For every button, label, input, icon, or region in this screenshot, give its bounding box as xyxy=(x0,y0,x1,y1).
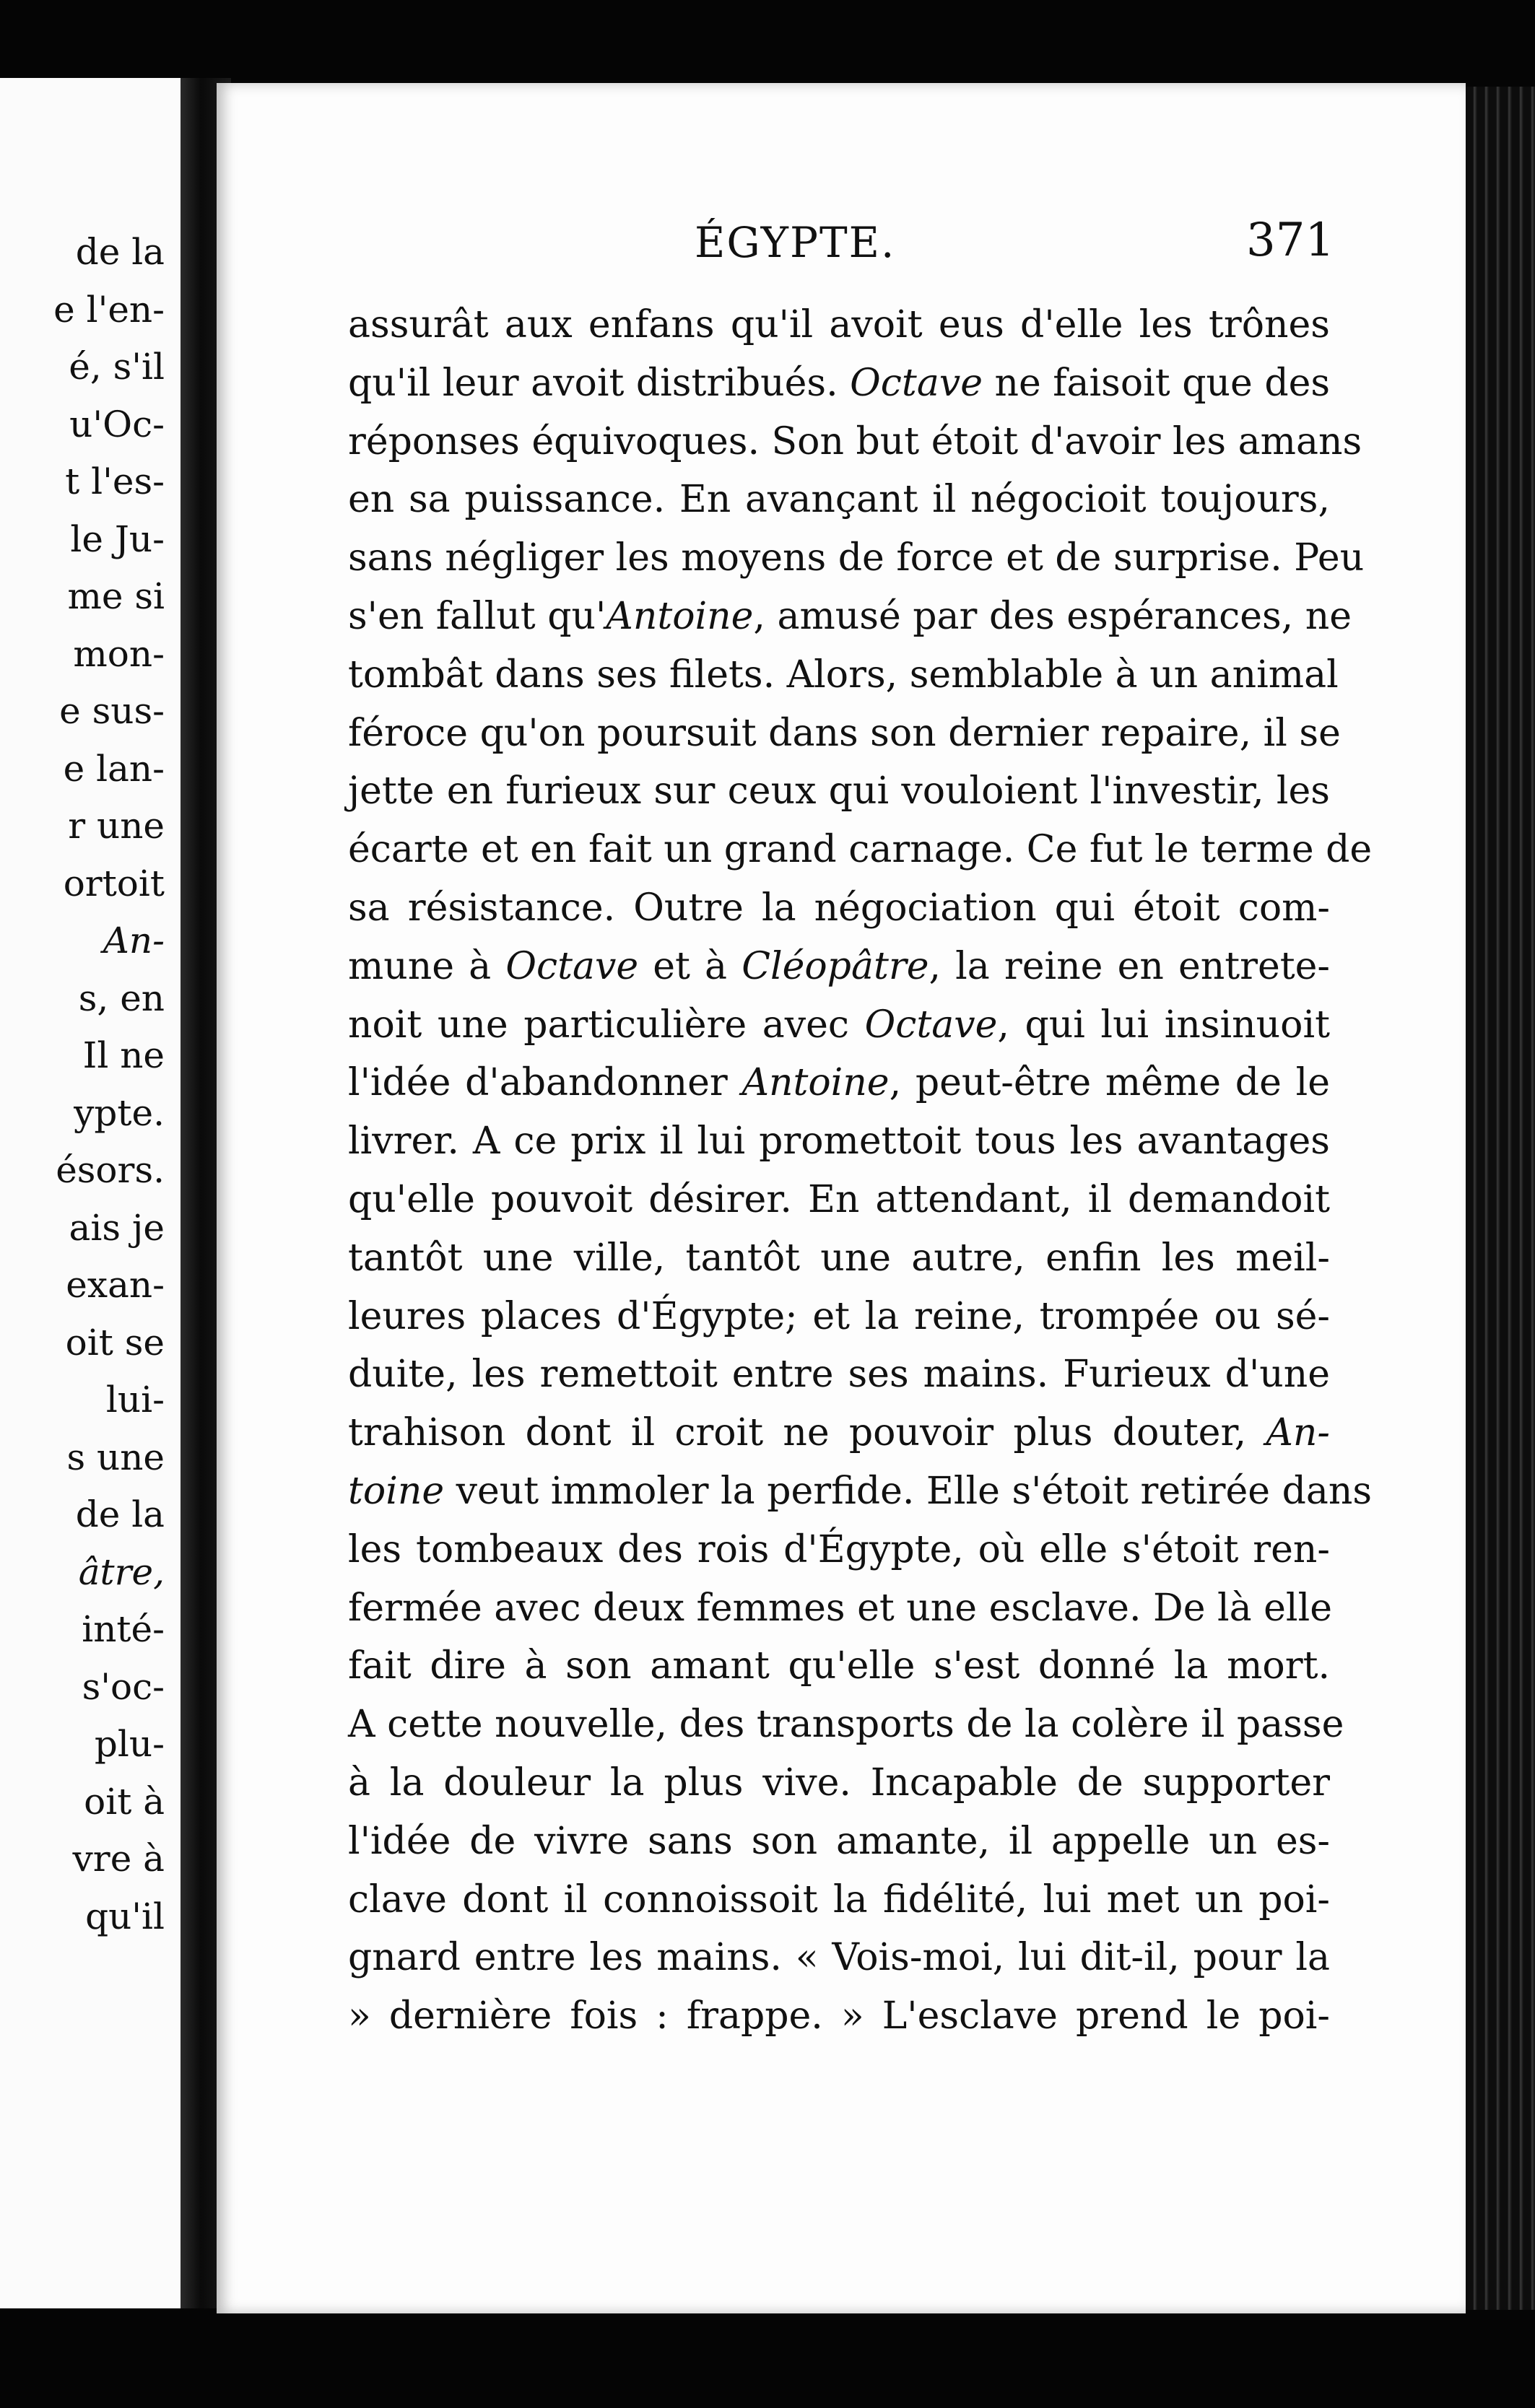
text-run: féroce qu'on poursuit dans son dernier repaire, il se xyxy=(348,711,1341,755)
left-page-line-fragment: s, en xyxy=(78,977,165,1019)
text-run: sans négliger les moyens de force et de surprise. Peu xyxy=(348,536,1365,580)
text-run: , amusé par des espérances, ne xyxy=(753,595,1352,638)
text-run: veut immoler la perfide. Elle s'étoit retirée dans xyxy=(444,1470,1373,1513)
text-run: , peut-être même de le xyxy=(889,1061,1330,1105)
left-page-line-fragment: e l'en- xyxy=(53,288,165,331)
text-line xyxy=(348,821,1373,878)
left-page-line-fragment: oit se xyxy=(65,1321,165,1364)
text-line xyxy=(348,1345,1330,1403)
text-line xyxy=(348,1288,1330,1345)
text-run: écarte et en fait un grand carnage. Ce fut le terme de xyxy=(348,828,1373,872)
left-page-line-fragment: ypte. xyxy=(74,1091,165,1134)
italic-name: toine xyxy=(348,1470,445,1513)
text-run: assurât aux enfans qu'il avoit eus d'elle les trônes xyxy=(348,303,1330,346)
text-run: , qui lui insinuoit xyxy=(997,1003,1330,1047)
text-line xyxy=(348,1579,1330,1637)
text-run: fermée avec deux femmes et une esclave. De là elle xyxy=(348,1586,1332,1630)
text-line xyxy=(348,1754,1330,1812)
text-line xyxy=(348,471,1330,528)
previous-page-fragment xyxy=(0,78,181,2308)
text-run: et à xyxy=(638,944,742,988)
left-page-line-fragment: lui- xyxy=(105,1379,165,1421)
text-run: s'en fallut qu' xyxy=(348,595,606,638)
left-page-line-fragment: âtre, xyxy=(78,1550,165,1593)
left-page-line-fragment: ésors. xyxy=(56,1149,165,1191)
italic-name: An- xyxy=(1266,1411,1330,1455)
text-line xyxy=(348,1871,1330,1929)
left-page-line-fragment: ortoit xyxy=(63,862,165,904)
left-page-line-fragment: r une xyxy=(68,805,165,847)
text-run: clave dont il connoissoit la fidélité, lui met un poi- xyxy=(348,1877,1330,1921)
text-line xyxy=(348,704,1341,762)
text-line xyxy=(348,1171,1330,1229)
text-run: qu'il leur avoit distribués. xyxy=(348,361,851,405)
italic-name: Antoine xyxy=(606,595,754,638)
text-run: , la reine en entrete- xyxy=(929,944,1330,988)
text-run: en sa puissance. En avançant il négocioit toujours, xyxy=(348,478,1330,522)
text-line xyxy=(348,1404,1330,1462)
italic-name: Octave xyxy=(864,1003,998,1047)
left-page-line-fragment: qu'il xyxy=(85,1895,165,1937)
text-run: réponses équivoques. Son but étoit d'avoir les amans xyxy=(348,419,1362,463)
text-line xyxy=(348,762,1330,820)
text-run: tantôt une ville, tantôt une autre, enfin les meil- xyxy=(348,1236,1330,1280)
text-run: trahison dont il croit ne pouvoir plus douter, xyxy=(348,1411,1266,1455)
text-line xyxy=(348,879,1330,937)
text-run: A cette nouvelle, des transports de la colère il passe xyxy=(348,1703,1344,1747)
left-page-line-fragment: Il ne xyxy=(82,1034,165,1076)
text-line xyxy=(348,1462,1373,1520)
italic-name: Antoine xyxy=(742,1061,890,1105)
text-run: à la douleur la plus vive. Incapable de supporter xyxy=(348,1761,1330,1805)
text-run: les tombeaux des rois d'Égypte, où elle s'étoit ren- xyxy=(348,1527,1330,1571)
left-page-line-fragment: t l'es- xyxy=(65,461,165,502)
text-run: livrer. A ce prix il lui promettoit tous les avantages xyxy=(348,1120,1330,1164)
left-page-line-fragment: plu- xyxy=(94,1723,165,1765)
text-line xyxy=(348,1521,1330,1579)
text-run: » dernière fois : frappe. » L'esclave prend le poi- xyxy=(348,1994,1330,2038)
text-line xyxy=(348,1637,1330,1695)
text-line xyxy=(348,646,1339,704)
left-page-line-fragment: s une xyxy=(66,1436,165,1478)
text-line xyxy=(348,529,1365,587)
text-run: sa résistance. Outre la négociation qui étoit com- xyxy=(348,886,1330,930)
text-run: leures places d'Égypte; et la reine, trompée ou sé- xyxy=(348,1294,1330,1338)
text-run: ne faisoit que des xyxy=(982,361,1331,405)
italic-name: Cléopâtre xyxy=(742,944,929,988)
text-run: duite, les remettoit entre ses mains. Furieux d'une xyxy=(348,1353,1330,1397)
left-page-line-fragment: le Ju- xyxy=(70,518,165,560)
left-page-line-fragment: oit à xyxy=(84,1780,165,1823)
text-line xyxy=(348,1054,1330,1112)
text-line xyxy=(348,996,1330,1054)
italic-name: Octave xyxy=(850,361,983,405)
page-number: 371 xyxy=(1246,214,1335,267)
text-run: gnard entre les mains. « Vois-moi, lui dit-il, pour la xyxy=(348,1936,1330,1980)
text-run: tombât dans ses filets. Alors, semblable à un animal xyxy=(348,653,1339,697)
text-line xyxy=(348,413,1362,471)
left-page-line-fragment: e lan- xyxy=(63,747,165,790)
text-line xyxy=(348,938,1330,995)
text-line xyxy=(348,354,1330,412)
left-page-line-fragment: vre à xyxy=(72,1838,165,1880)
text-line xyxy=(348,1229,1330,1287)
text-line xyxy=(348,1112,1330,1170)
text-line xyxy=(348,296,1330,354)
left-page-line-fragment: mon- xyxy=(73,632,165,675)
left-page-line-fragment: de la xyxy=(75,231,165,273)
left-page-line-fragment: u'Oc- xyxy=(69,403,165,445)
left-page-line-fragment: e sus- xyxy=(59,690,165,732)
text-run: l'idée d'abandonner xyxy=(348,1061,742,1105)
left-page-line-fragment: de la xyxy=(75,1493,165,1535)
left-page-line-fragment: me si xyxy=(67,575,165,617)
running-head: ÉGYPTE. xyxy=(695,218,896,267)
text-run: jette en furieux sur ceux qui vouloient l'investir, les xyxy=(348,769,1330,813)
left-page-line-fragment: ais je xyxy=(69,1206,165,1249)
italic-name: Octave xyxy=(505,944,639,988)
text-line xyxy=(348,588,1352,645)
text-run: noit une particulière avec xyxy=(348,1003,865,1047)
left-page-line-fragment: inté- xyxy=(82,1608,165,1650)
text-run: l'idée de vivre sans son amante, il appelle un es- xyxy=(348,1819,1330,1863)
left-page-line-fragment: An- xyxy=(103,920,165,961)
left-page-line-fragment: s'oc- xyxy=(82,1665,165,1708)
text-line xyxy=(348,1929,1330,1986)
left-page-line-fragment: exan- xyxy=(66,1264,165,1306)
text-run: qu'elle pouvoit désirer. En attendant, il demandoit xyxy=(348,1178,1330,1221)
text-run: mune à xyxy=(348,944,506,988)
text-run: fait dire à son amant qu'elle s'est donné la mort. xyxy=(348,1644,1330,1688)
page-edges xyxy=(1466,87,1535,2310)
text-line xyxy=(348,1987,1330,2045)
left-page-line-fragment: é, s'il xyxy=(69,346,165,388)
text-line xyxy=(348,1696,1344,1753)
text-line xyxy=(348,1812,1330,1870)
